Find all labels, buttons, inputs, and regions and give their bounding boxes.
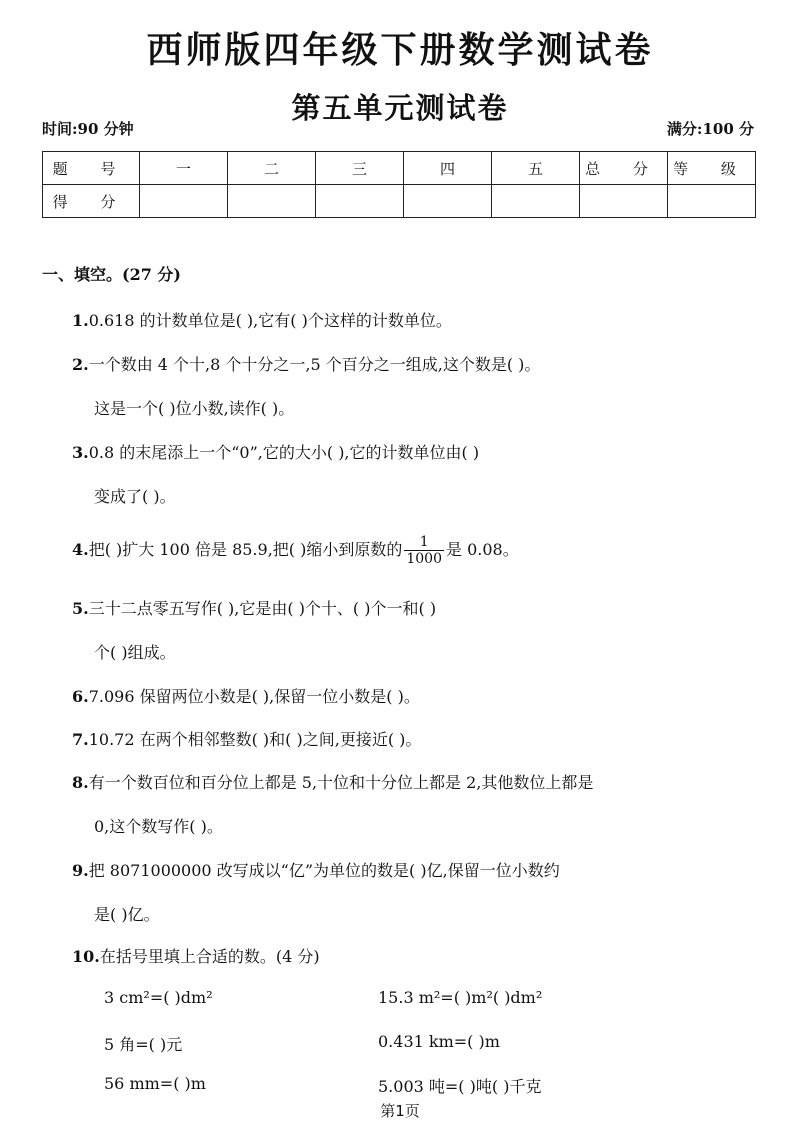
table-cell: 四 (404, 152, 492, 185)
question-text: 在括号里填上合适的数。(4 分) (99, 947, 320, 966)
question-text: 是 0.08。 (446, 540, 519, 559)
question-3-continuation: 变成了( )。 (94, 487, 176, 506)
score-table (42, 151, 756, 218)
table-cell: 等 级 (668, 152, 756, 185)
question-number: 9. (72, 861, 89, 880)
question-2-continuation: 这是一个( )位小数,读作( )。 (94, 399, 295, 418)
conversion-item: 0.431 km=( )m (378, 1032, 500, 1051)
question-7 (72, 727, 421, 750)
question-text: 7.096 保留两位小数是( ),保留一位小数是( )。 (88, 687, 420, 706)
question-6 (72, 684, 420, 707)
question-number: 10. (72, 947, 100, 966)
question-number: 3. (72, 443, 89, 462)
conversion-item: 56 mm=( )m (104, 1074, 206, 1093)
conversion-item: 3 cm²=( )dm² (104, 988, 213, 1007)
full-score: 满分:100 分 (666, 120, 754, 138)
score-cell[interactable] (228, 185, 316, 218)
question-9-continuation: 是( )亿。 (94, 905, 160, 924)
conversion-item: 5.003 吨=( )吨( )千克 (378, 1077, 542, 1096)
question-number: 6. (72, 687, 89, 706)
table-cell: 题 号 (43, 152, 140, 185)
table-cell: 五 (492, 152, 580, 185)
fraction (404, 534, 444, 567)
question-text: 0.618 的计数单位是( ),它有( )个这样的计数单位。 (88, 311, 452, 330)
question-text: 把( )扩大 100 倍是 85.9,把( )缩小到原数的 (88, 540, 403, 559)
question-number: 5. (72, 599, 89, 618)
question-number: 8. (72, 773, 89, 792)
score-cell[interactable] (404, 185, 492, 218)
score-cell[interactable] (580, 185, 668, 218)
table-cell: 三 (316, 152, 404, 185)
table-cell: 总 分 (580, 152, 668, 185)
page-number: 第1页 (380, 1102, 420, 1120)
table-cell: 一 (140, 152, 228, 185)
score-cell[interactable] (668, 185, 756, 218)
score-table-score-row (43, 185, 756, 218)
conversion-item: 15.3 m²=( )m²( )dm² (378, 988, 543, 1007)
question-number: 2. (72, 355, 89, 374)
section-title: 一、填空。(27 分) (42, 265, 181, 284)
question-8-continuation: 0,这个数写作( )。 (94, 817, 223, 836)
question-8 (72, 770, 593, 793)
fraction-numerator: 1 (404, 534, 444, 551)
question-9 (72, 858, 560, 881)
time-limit: 时间:90 分钟 (42, 120, 134, 138)
question-2 (72, 352, 540, 375)
question-text: 一个数由 4 个十,8 个十分之一,5 个百分之一组成,这个数是( )。 (88, 355, 541, 374)
question-text: 三十二点零五写作( ),它是由( )个十、( )个一和( ) (88, 599, 437, 618)
question-text: 把 8071000000 改写成以“亿”为单位的数是( )亿,保留一位小数约 (88, 861, 560, 880)
question-4 (72, 534, 519, 567)
exam-subtitle: 第五单元测试卷 (291, 91, 509, 125)
question-number: 7. (72, 730, 89, 749)
exam-title: 西师版四年级下册数学测试卷 (146, 30, 654, 71)
question-number: 4. (72, 540, 89, 559)
table-cell: 得 分 (43, 185, 140, 218)
question-text: 10.72 在两个相邻整数( )和( )之间,更接近( )。 (88, 730, 422, 749)
question-text: 有一个数百位和百分位上都是 5,十位和十分位上都是 2,其他数位上都是 (88, 773, 594, 792)
table-cell: 二 (228, 152, 316, 185)
fraction-denominator: 1000 (406, 551, 442, 567)
question-5 (72, 596, 436, 619)
score-cell[interactable] (140, 185, 228, 218)
score-table-header-row (43, 152, 756, 185)
question-text: 0.8 的末尾添上一个“0”,它的大小( ),它的计数单位由( ) (88, 443, 480, 462)
score-cell[interactable] (492, 185, 580, 218)
conversion-item: 5 角=( )元 (104, 1035, 183, 1054)
question-10 (72, 944, 320, 967)
question-3 (72, 440, 479, 463)
question-number: 1. (72, 311, 89, 330)
question-1 (72, 308, 452, 331)
question-5-continuation: 个( )组成。 (94, 643, 176, 662)
score-cell[interactable] (316, 185, 404, 218)
